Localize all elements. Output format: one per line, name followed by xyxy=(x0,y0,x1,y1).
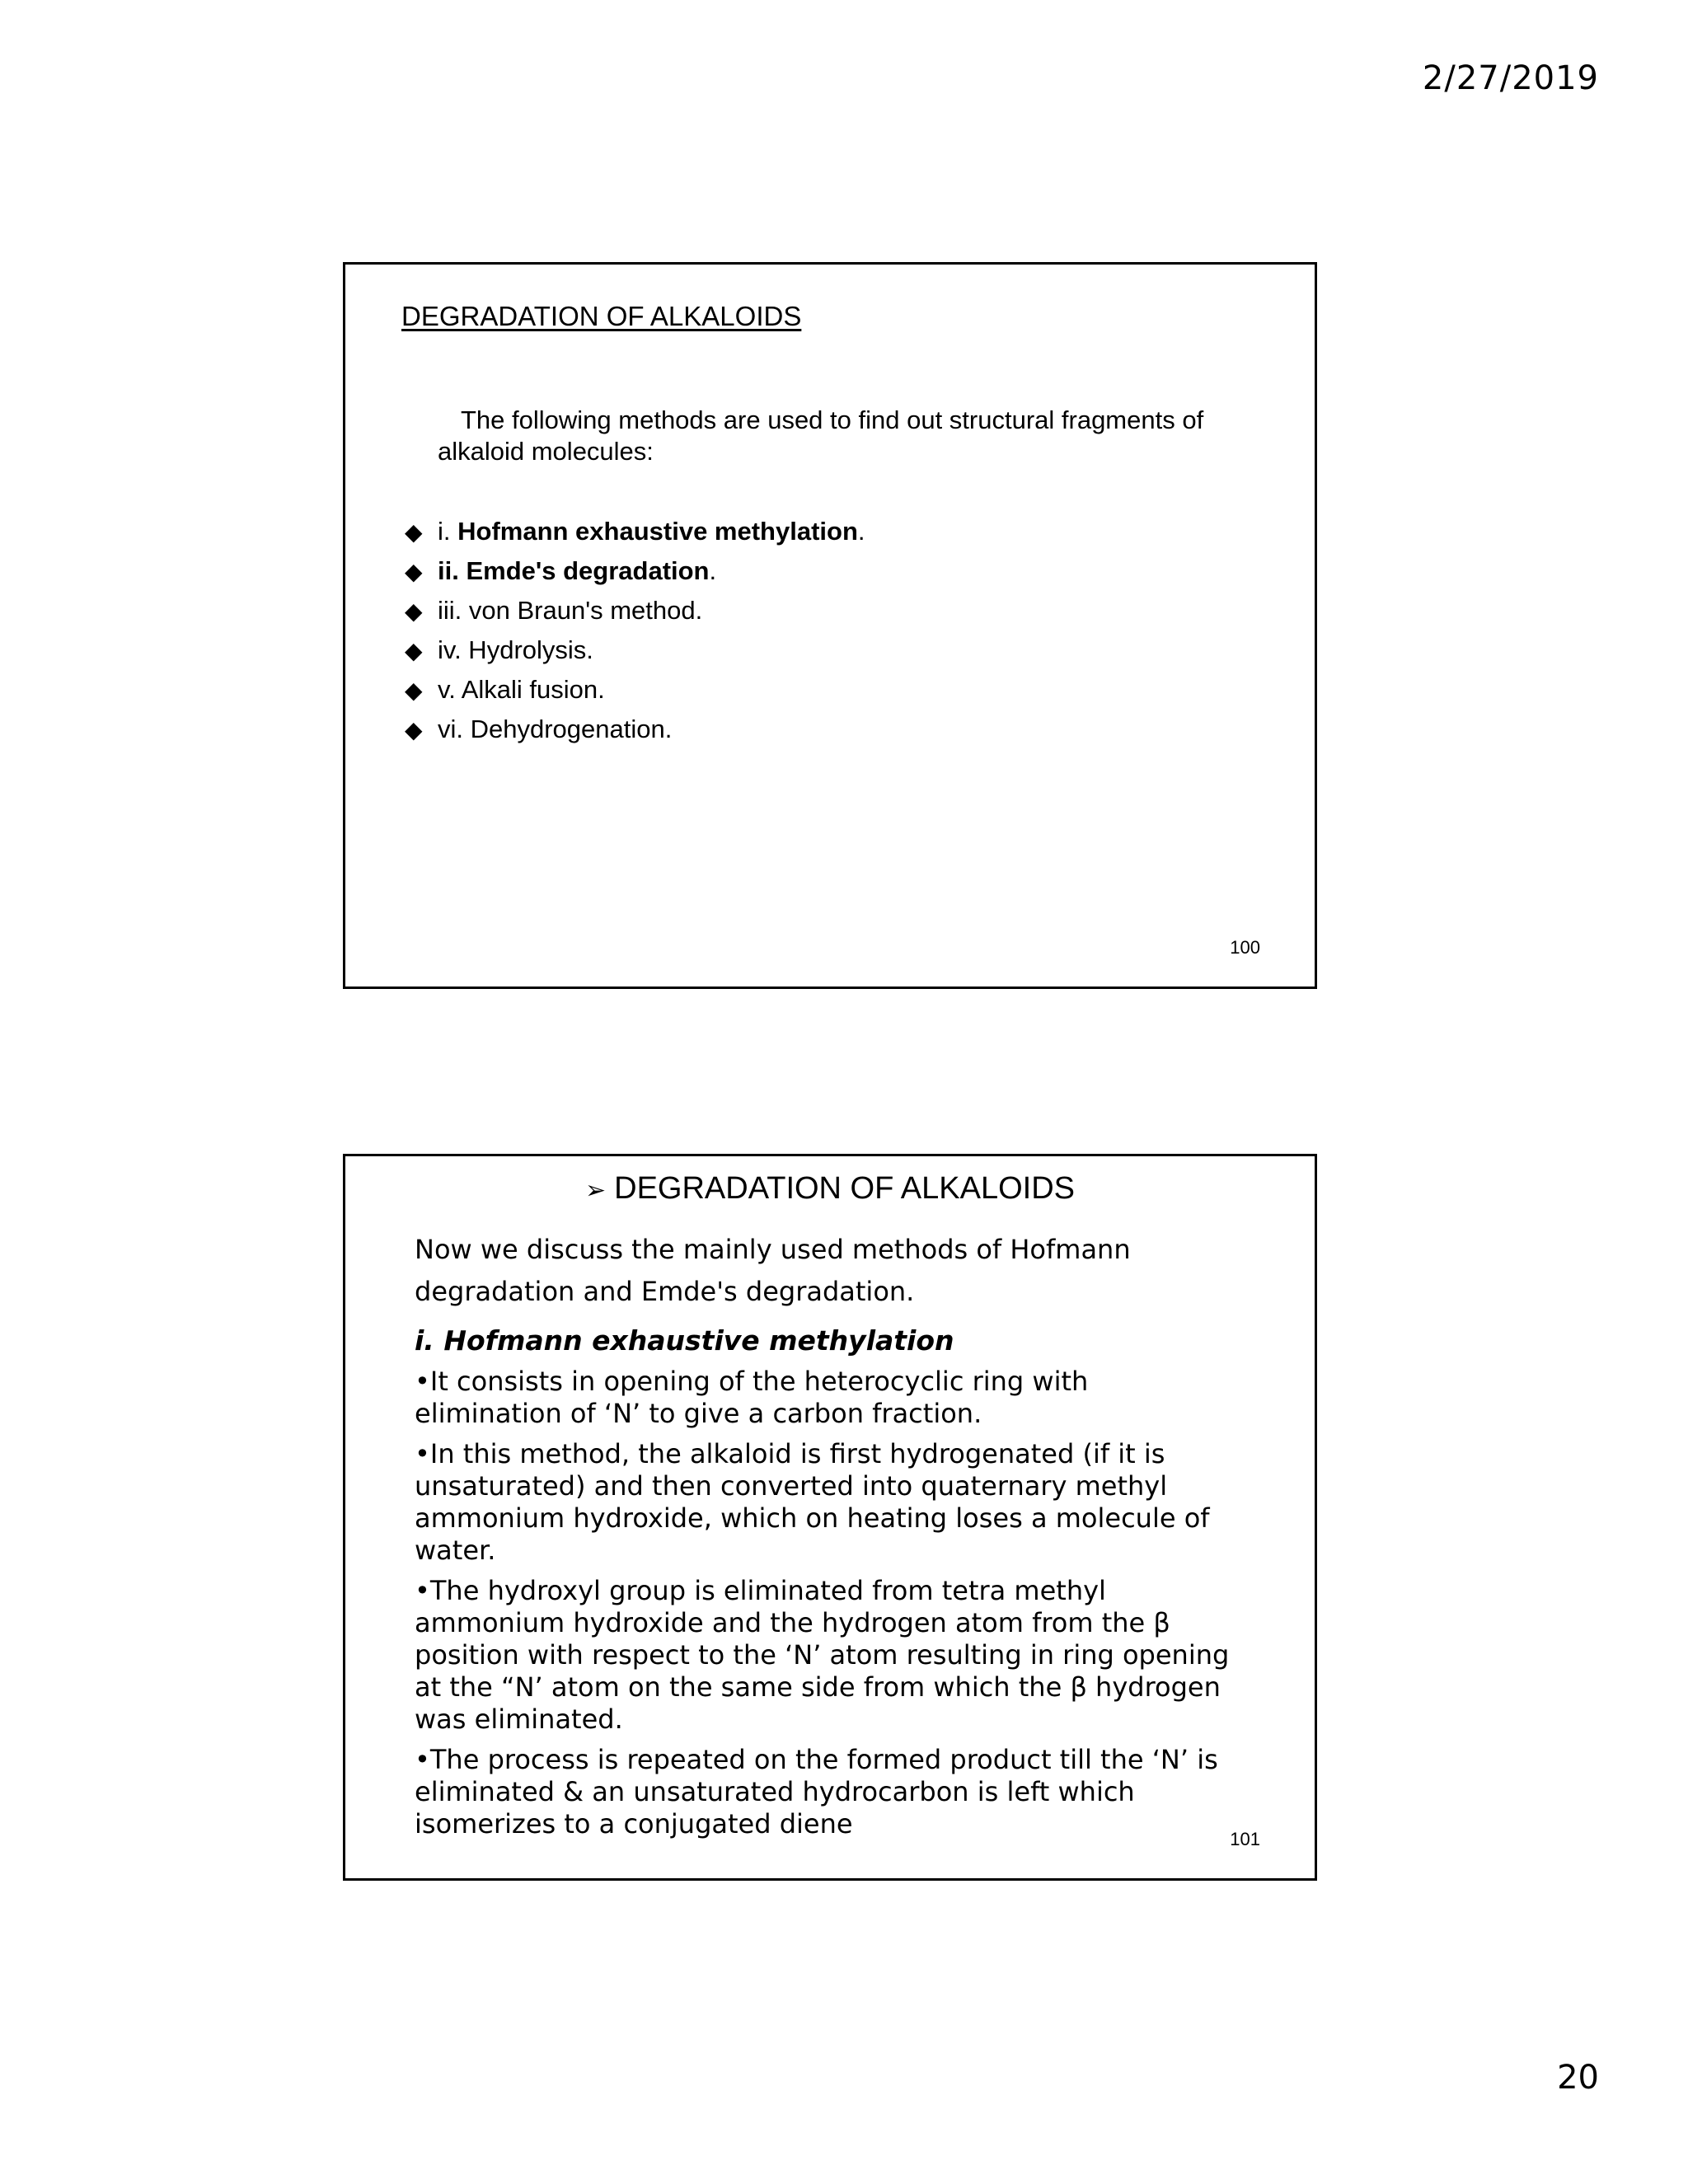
slide-101 xyxy=(343,1154,1317,1881)
arrow-bullet-icon: ➢ xyxy=(584,1176,607,1205)
slide-title: ➢ DEGRADATION OF ALKALOIDS xyxy=(584,1171,1075,1206)
slide-number: 100 xyxy=(1230,937,1260,958)
paragraph: •The hydroxyl group is eliminated from tetra methyl ammonium hydroxide and the hydrogen atom from the β position with respect to the ‘N’ atom resulting in ring opening at the “N’ atom on the same side from which the β hydrogen was eliminated. xyxy=(415,1575,1230,1735)
slide-title: DEGRADATION OF ALKALOIDS xyxy=(401,301,802,331)
diamond-bullet-icon: ◆ xyxy=(405,559,423,584)
list-item: ◆ iii. von Braun's method. xyxy=(405,591,865,630)
intro-line-1: The following methods are used to find out structural fragments of xyxy=(461,405,1204,434)
diamond-bullet-icon: ◆ xyxy=(405,519,423,545)
methods-list xyxy=(405,512,865,749)
diamond-bullet-icon: ◆ xyxy=(405,598,423,624)
list-item: ◆ i. Hofmann exhaustive methylation. xyxy=(405,512,865,551)
slide-number: 101 xyxy=(1230,1829,1260,1849)
list-item: ◆ v. Alkali fusion. xyxy=(405,670,865,710)
section-heading: i. Hofmann exhaustive methylation xyxy=(415,1324,954,1357)
intro-line-2: alkaloid molecules: xyxy=(438,437,654,466)
lead-paragraph: Now we discuss the mainly used methods of Hofmann degradation and Emde's degradation. xyxy=(415,1234,1131,1307)
diamond-bullet-icon: ◆ xyxy=(405,677,423,703)
diamond-bullet-icon: ◆ xyxy=(405,638,423,663)
slide-body xyxy=(415,1229,1272,1849)
page-number: 20 xyxy=(1557,2059,1599,2097)
list-item: ◆ vi. Dehydrogenation. xyxy=(405,710,865,749)
paragraph: •It consists in opening of the heterocyclic ring with elimination of ‘N’ to give a carbon fraction. xyxy=(415,1366,1089,1429)
diamond-bullet-icon: ◆ xyxy=(405,717,423,743)
slide-intro xyxy=(438,405,1295,467)
paragraph: •In this method, the alkaloid is first hydrogenated (if it is unsaturated) and then converted into quaternary methyl ammonium hydroxide, which on heating loses a molecule of water. xyxy=(415,1438,1210,1566)
page-date: 2/27/2019 xyxy=(1422,59,1599,97)
slide-100 xyxy=(343,262,1317,989)
list-item: ◆ ii. Emde's degradation. xyxy=(405,551,865,591)
paragraph: •The process is repeated on the formed product till the ‘N’ is eliminated & an unsaturated hydrocarbon is left which isomerizes to a conjugated diene xyxy=(415,1744,1218,1840)
list-item: ◆ iv. Hydrolysis. xyxy=(405,630,865,670)
